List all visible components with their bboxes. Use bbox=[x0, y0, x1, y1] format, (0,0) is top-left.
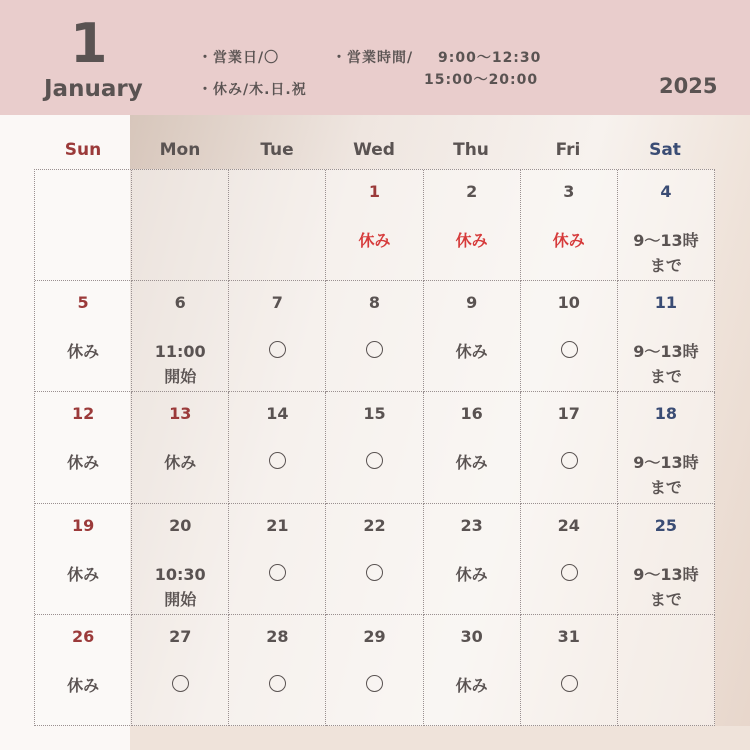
day-note: 休み bbox=[455, 231, 488, 250]
open-circle-icon bbox=[561, 675, 578, 692]
day-note: 休み bbox=[455, 564, 488, 584]
calendar-day-cell bbox=[326, 170, 423, 281]
calendar-day-cell bbox=[424, 615, 521, 726]
calendar-day-cell bbox=[326, 615, 423, 726]
day-number: 8 bbox=[368, 293, 381, 313]
open-circle-icon bbox=[269, 675, 286, 692]
day-note: 9〜13時 まで bbox=[633, 342, 699, 387]
calendar-day-cell bbox=[618, 504, 715, 615]
day-number: 15 bbox=[363, 404, 386, 424]
day-number: 10 bbox=[557, 293, 580, 313]
calendar-day-cell bbox=[326, 504, 423, 615]
day-number: 4 bbox=[660, 182, 672, 201]
calendar-day-cell bbox=[35, 281, 132, 392]
year: 2025 bbox=[659, 74, 718, 98]
background-bottom-strip bbox=[130, 726, 750, 750]
calendar-day-cell bbox=[424, 170, 521, 281]
day-number: 29 bbox=[363, 626, 386, 646]
day-number: 31 bbox=[557, 626, 580, 646]
day-number: 19 bbox=[71, 515, 95, 535]
calendar-grid bbox=[34, 169, 715, 726]
day-number: 25 bbox=[654, 515, 678, 535]
weekday-wed: Wed bbox=[353, 140, 395, 160]
open-circle-icon bbox=[366, 341, 383, 358]
day-number: 6 bbox=[174, 293, 186, 313]
calendar-header bbox=[0, 0, 750, 115]
calendar-day-cell bbox=[35, 170, 132, 281]
day-number: 24 bbox=[557, 515, 580, 535]
day-number: 5 bbox=[77, 293, 89, 313]
calendar-day-cell bbox=[132, 392, 229, 503]
calendar-day-cell bbox=[618, 281, 715, 392]
open-circle-icon bbox=[269, 452, 286, 469]
day-number: 20 bbox=[169, 515, 192, 535]
calendar-day-cell bbox=[132, 504, 229, 615]
calendar-day-cell bbox=[521, 615, 618, 726]
day-number: 16 bbox=[460, 404, 483, 424]
calendar-day-cell bbox=[229, 615, 326, 726]
calendar-day-cell bbox=[521, 392, 618, 503]
calendar-day-cell bbox=[229, 170, 326, 281]
calendar-day-cell bbox=[521, 504, 618, 615]
calendar-day-cell bbox=[35, 504, 132, 615]
day-number: 26 bbox=[71, 626, 95, 646]
calendar-day-cell bbox=[618, 615, 715, 726]
day-number: 22 bbox=[363, 515, 386, 535]
calendar-day-cell bbox=[229, 281, 326, 392]
calendar-day-cell bbox=[35, 392, 132, 503]
day-note: 9〜13時 まで bbox=[633, 564, 699, 609]
open-circle-icon bbox=[366, 564, 383, 581]
day-note: 10:30 開始 bbox=[154, 564, 206, 609]
calendar-day-cell bbox=[618, 392, 715, 503]
day-note: 休み bbox=[552, 231, 585, 250]
calendar-day-cell bbox=[132, 281, 229, 392]
open-circle-icon bbox=[561, 452, 578, 469]
calendar-day-cell bbox=[424, 392, 521, 503]
calendar-day-cell bbox=[229, 392, 326, 503]
day-number: 14 bbox=[266, 404, 289, 424]
day-number: 17 bbox=[557, 404, 580, 424]
closed-days-legend: ・休み/木.日.祝 bbox=[198, 82, 307, 98]
day-note: 休み bbox=[67, 453, 100, 473]
open-circle-icon bbox=[366, 452, 383, 469]
calendar-day-cell bbox=[618, 170, 715, 281]
day-note: 休み bbox=[358, 231, 391, 250]
day-note: 休み bbox=[67, 675, 100, 695]
day-number: 13 bbox=[169, 404, 192, 424]
day-number: 28 bbox=[266, 626, 289, 646]
weekday-mon: Mon bbox=[159, 140, 201, 160]
day-number: 30 bbox=[460, 626, 483, 646]
day-note: 休み bbox=[67, 564, 100, 584]
calendar-day-cell bbox=[521, 281, 618, 392]
weekday-tue: Tue bbox=[260, 140, 294, 160]
day-number: 21 bbox=[266, 515, 289, 535]
day-number: 27 bbox=[169, 626, 192, 646]
calendar-day-cell bbox=[229, 504, 326, 615]
day-number: 18 bbox=[654, 404, 678, 424]
day-number: 7 bbox=[271, 293, 283, 313]
day-note: 休み bbox=[455, 453, 488, 473]
day-note: 休み bbox=[455, 675, 488, 695]
day-note: 休み bbox=[455, 342, 488, 362]
weekday-sun: Sun bbox=[64, 140, 102, 160]
day-note: 休み bbox=[164, 453, 197, 473]
month-number: 1 bbox=[70, 12, 108, 75]
day-number: 2 bbox=[466, 182, 478, 201]
calendar-day-cell bbox=[424, 281, 521, 392]
day-number: 23 bbox=[460, 515, 483, 535]
business-days-legend: ・営業日/〇 bbox=[198, 50, 280, 66]
calendar-day-cell bbox=[424, 504, 521, 615]
day-number: 3 bbox=[563, 182, 575, 201]
open-circle-icon bbox=[172, 675, 189, 692]
open-circle-icon bbox=[561, 564, 578, 581]
weekday-thu: Thu bbox=[453, 140, 489, 160]
calendar-day-cell bbox=[35, 615, 132, 726]
open-circle-icon bbox=[366, 675, 383, 692]
calendar-day-cell bbox=[521, 170, 618, 281]
day-note: 休み bbox=[67, 342, 100, 362]
open-circle-icon bbox=[269, 564, 286, 581]
business-hours-morning: 9:00〜12:30 bbox=[438, 50, 542, 66]
day-note: 11:00 開始 bbox=[154, 342, 206, 387]
open-circle-icon bbox=[269, 341, 286, 358]
day-note: 9〜13時 まで bbox=[633, 231, 699, 275]
business-hours-afternoon: 15:00〜20:00 bbox=[424, 72, 539, 88]
day-number: 11 bbox=[654, 293, 678, 313]
calendar-day-cell bbox=[326, 281, 423, 392]
calendar-day-cell bbox=[326, 392, 423, 503]
open-circle-icon bbox=[561, 341, 578, 358]
day-number: 9 bbox=[466, 293, 478, 313]
month-name: January bbox=[44, 76, 143, 102]
weekday-fri: Fri bbox=[555, 140, 581, 160]
day-note: 9〜13時 まで bbox=[633, 453, 699, 498]
calendar-day-cell bbox=[132, 615, 229, 726]
business-hours-label: ・営業時間/ bbox=[332, 50, 414, 66]
day-number: 12 bbox=[71, 404, 95, 424]
day-number: 1 bbox=[368, 182, 381, 201]
calendar-day-cell bbox=[132, 170, 229, 281]
weekday-sat: Sat bbox=[649, 140, 681, 160]
